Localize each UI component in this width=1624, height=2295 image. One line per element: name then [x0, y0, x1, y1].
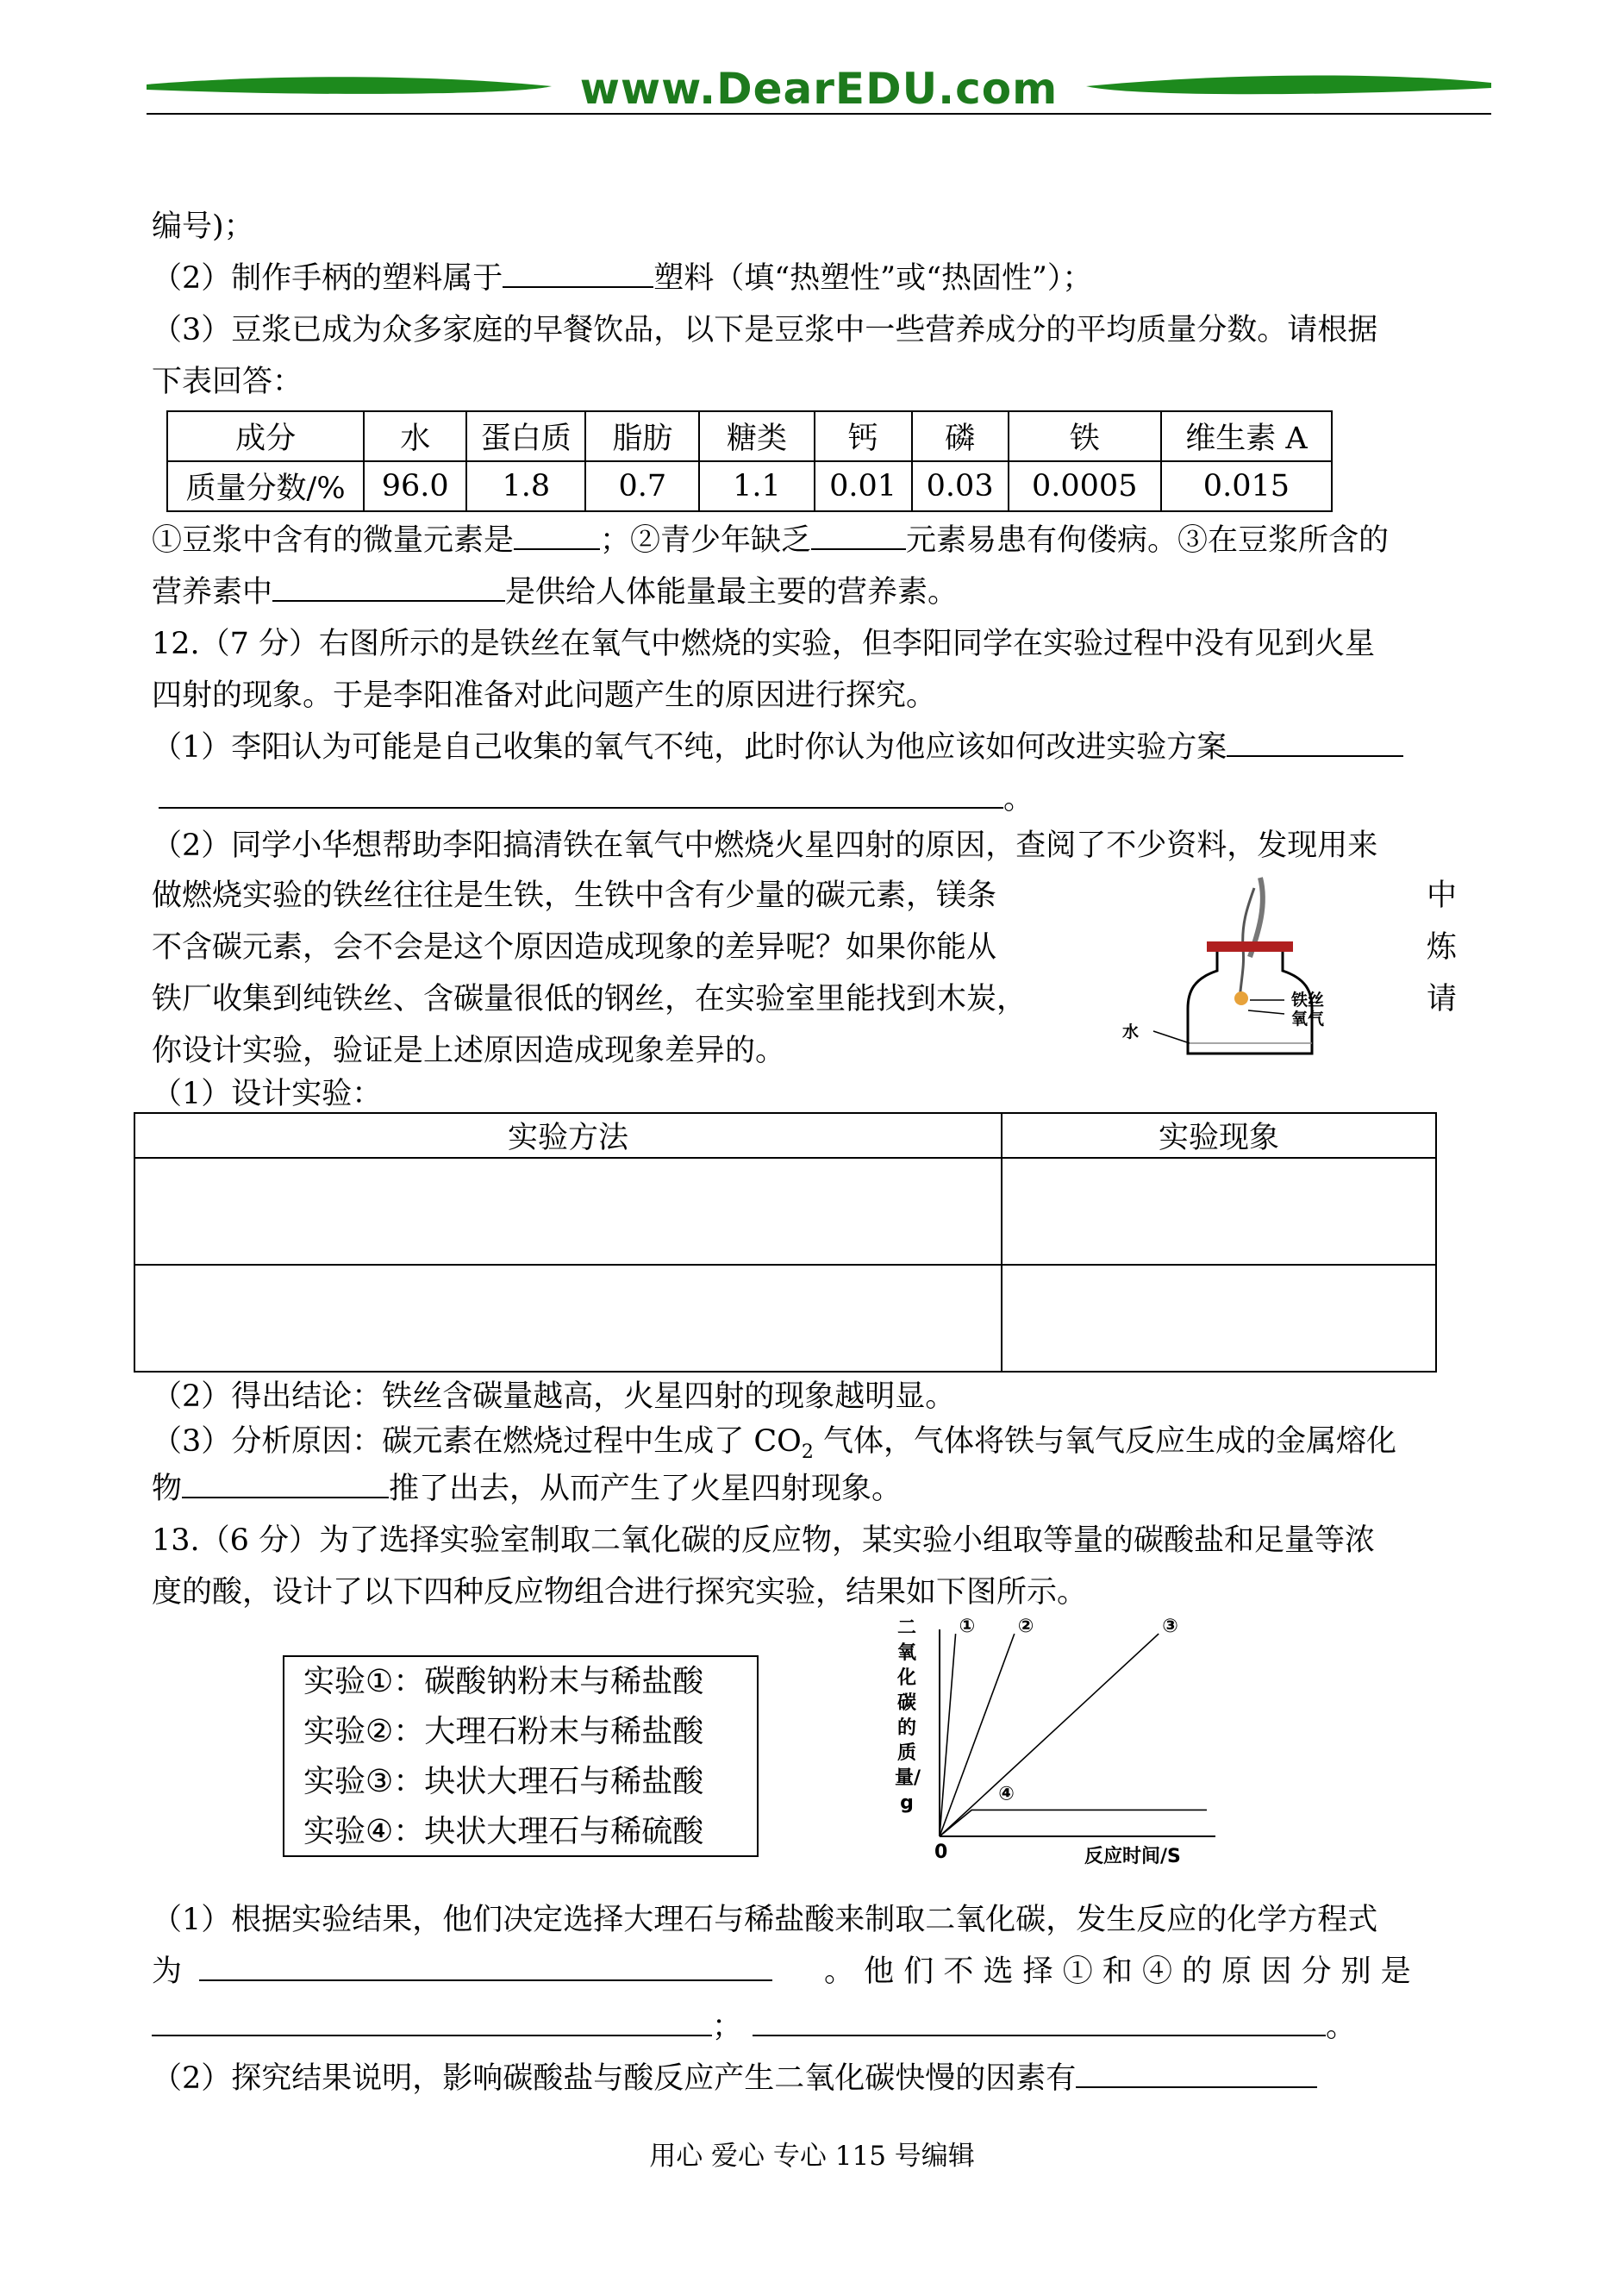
text-l5a: ①豆浆中含有的微量元素是 — [152, 523, 515, 558]
answer-blank[interactable] — [811, 519, 906, 550]
text-line-19 — [152, 1467, 1493, 1510]
series-label-3: ③ — [1162, 1616, 1178, 1637]
series-line-1 — [940, 1634, 956, 1836]
text-l10: 。 — [1003, 782, 1034, 816]
answer-blank[interactable] — [199, 1950, 772, 1981]
answer-cell[interactable] — [134, 1158, 1002, 1265]
series-label-4: ④ — [998, 1783, 1015, 1805]
text-line-2 — [152, 257, 1493, 300]
text-line-25 — [152, 2057, 1493, 2100]
text-line-10 — [152, 778, 1493, 821]
table-cell: 0.03 — [912, 461, 1009, 511]
experiment-item: 实验①：碳酸钠粉末与稀盐酸 — [303, 1664, 704, 1699]
text-line-22: （1）根据实验结果，他们决定选择大理石与稀盐酸来制取二氧化碳，发生反应的化学方程式 — [152, 1903, 1378, 1937]
text-line-5 — [152, 519, 1493, 562]
nutrition-table — [166, 410, 1333, 512]
table-cell: 0.015 — [1161, 461, 1332, 511]
table-cell: 铁 — [1009, 411, 1161, 461]
co2-chart — [888, 1612, 1250, 1871]
text-l6b: 是供给人体能量最主要的营养素。 — [505, 575, 959, 610]
experiment-item: 实验④：块状大理石与稀硫酸 — [303, 1814, 704, 1849]
series-line-3 — [940, 1634, 1159, 1836]
text-line-14: 铁厂收集到纯铁丝、含碳量很低的钢丝，在实验室里能找到木炭， — [152, 982, 1027, 1016]
answer-blank[interactable] — [503, 257, 653, 288]
table-row — [134, 1265, 1436, 1372]
text-line-13: 不含碳元素，会不会是这个原因造成现象的差异呢？如果你能从 — [152, 930, 997, 965]
text-line-18 — [152, 1420, 1493, 1474]
text-line-17: （2）得出结论：铁丝含碳量越高，火星四射的现象越明显。 — [152, 1379, 956, 1414]
text-line-7: 12.（7 分）右图所示的是铁丝在氧气中燃烧的实验，但李阳同学在实验过程中没有见到火星 — [152, 627, 1376, 661]
text-line-3: （3）豆浆已成为众多家庭的早餐饮品，以下是豆浆中一些营养成分的平均质量分数。请根据 — [152, 313, 1378, 347]
table-cell: 0.0005 — [1009, 461, 1161, 511]
chart-ylabel: 二氧化碳的质量/g — [895, 1617, 921, 1814]
text-line-1: 编号)； — [152, 209, 254, 244]
table-cell: 96.0 — [364, 461, 466, 511]
text-l18-sub: 2 — [801, 1441, 814, 1463]
series-label-2: ② — [1017, 1616, 1034, 1637]
text-line-12-right: 中 — [1427, 879, 1458, 913]
chart-xlabel: 反应时间/S — [1084, 1846, 1181, 1867]
table-cell: 水 — [364, 411, 466, 461]
table-row — [167, 461, 1332, 511]
answer-blank[interactable] — [272, 571, 505, 602]
answer-blank[interactable] — [159, 778, 1003, 809]
series-label-1: ① — [959, 1616, 976, 1637]
text-l23a: 为 — [152, 1954, 183, 1989]
text-line-11: （2）同学小华想帮助李阳搞清铁在氧气中燃烧火星四射的原因，查阅了不少资料，发现用来 — [152, 829, 1378, 863]
header-banner — [147, 60, 1491, 121]
site-title: www.DearEDU.com — [579, 64, 1059, 114]
label-wire: 铁丝 — [1291, 991, 1325, 1010]
table-header-row — [134, 1113, 1436, 1158]
table-cell: 蛋白质 — [466, 411, 585, 461]
iron-wire-apparatus-figure — [1112, 871, 1371, 1060]
text-line-14-right: 请 — [1427, 982, 1458, 1016]
label-oxygen: 氧气 — [1291, 1010, 1325, 1029]
text-line-13-right: 炼 — [1427, 930, 1458, 965]
table-cell: 质量分数/% — [167, 461, 364, 511]
table-cell: 成分 — [167, 411, 364, 461]
text-l25: （2）探究结果说明，影响碳酸盐与酸反应产生二氧化碳快慢的因素有 — [152, 2061, 1077, 2096]
text-l2a: （2）制作手柄的塑料属于 — [152, 261, 503, 296]
series-line-4 — [940, 1810, 1207, 1836]
answer-cell[interactable] — [1002, 1158, 1436, 1265]
text-line-12: 做燃烧实验的铁丝往往是生铁，生铁中含有少量的碳元素，镁条 — [152, 879, 997, 913]
table-cell: 0.01 — [815, 461, 912, 511]
text-l18b: 气体，气体将铁与氧气反应生成的金属熔化 — [813, 1424, 1397, 1459]
text-line-20: 13.（6 分）为了选择实验室制取二氧化碳的反应物，某实验小组取等量的碳酸盐和足量等浓 — [152, 1523, 1376, 1558]
text-l5c: 元素易患有佝偻病。③在豆浆所含的 — [906, 523, 1390, 558]
table-cell: 糖类 — [699, 411, 814, 461]
text-line-15: 你设计实验，验证是上述原因造成现象差异的。 — [152, 1034, 786, 1068]
answer-blank[interactable] — [514, 519, 600, 550]
answer-cell[interactable] — [1002, 1265, 1436, 1372]
text-line-9 — [152, 726, 1493, 769]
answer-blank[interactable] — [1227, 726, 1403, 757]
text-line-6 — [152, 571, 1493, 614]
experiment-design-table — [134, 1112, 1437, 1373]
answer-cell[interactable] — [134, 1265, 1002, 1372]
text-line-24 — [152, 2005, 1493, 2048]
text-l19b: 推了出去，从而产生了火星四射现象。 — [389, 1472, 903, 1506]
answer-blank[interactable] — [152, 2005, 712, 2036]
text-l5b: ；②青少年缺乏 — [600, 523, 812, 558]
table-cell: 磷 — [912, 411, 1009, 461]
text-line-23 — [152, 1950, 1493, 1993]
table-header-row — [167, 411, 1332, 461]
experiment-item: 实验③：块状大理石与稀盐酸 — [303, 1764, 704, 1799]
chart-plot — [888, 1612, 1250, 1871]
text-line-4: 下表回答： — [152, 365, 303, 399]
answer-blank[interactable] — [753, 2005, 1326, 2036]
answer-blank[interactable] — [1076, 2057, 1317, 2088]
table-cell: 钙 — [815, 411, 912, 461]
chart-origin-label: 0 — [934, 1842, 948, 1863]
answer-blank[interactable] — [182, 1467, 389, 1498]
text-l6a: 营养素中 — [152, 575, 273, 610]
text-line-16: （1）设计实验： — [152, 1077, 383, 1111]
text-l2b: 塑料（填“热塑性”或“热固性”）； — [653, 261, 1093, 296]
text-l24b: 。 — [1326, 2010, 1357, 2044]
table-cell: 0.7 — [585, 461, 699, 511]
text-line-21: 度的酸，设计了以下四种反应物组合进行探究实验，结果如下图所示。 — [152, 1575, 1088, 1610]
table-cell: 维生素 A — [1161, 411, 1332, 461]
table-cell: 1.1 — [699, 461, 814, 511]
table-row — [134, 1158, 1436, 1265]
experiments-box — [283, 1655, 759, 1857]
flask-illustration — [1112, 871, 1371, 1060]
table-cell: 脂肪 — [585, 411, 699, 461]
series-line-2 — [940, 1634, 1015, 1836]
page-footer: 用心 爱心 专心 115 号编辑 — [649, 2141, 975, 2172]
text-l9: （1）李阳认为可能是自己收集的氧气不纯，此时你认为他应该如何改进实验方案 — [152, 730, 1227, 765]
text-line-8: 四射的现象。于是李阳准备对此问题产生的原因进行探究。 — [152, 678, 937, 713]
text-l24a: ； — [712, 2010, 743, 2044]
text-l23b: 。 他 们 不 选 择 ① 和 ④ 的 原 因 分 别 是 — [824, 1954, 1411, 1989]
table-cell: 1.8 — [466, 461, 585, 511]
table-header-phenomenon: 实验现象 — [1002, 1113, 1436, 1158]
table-header-method: 实验方法 — [134, 1113, 1002, 1158]
label-water: 水 — [1122, 1022, 1140, 1041]
experiment-item: 实验②：大理石粉末与稀盐酸 — [303, 1714, 704, 1749]
text-l19a: 物 — [152, 1472, 183, 1506]
text-l18a: （3）分析原因：碳元素在燃烧过程中生成了 CO — [152, 1424, 802, 1459]
